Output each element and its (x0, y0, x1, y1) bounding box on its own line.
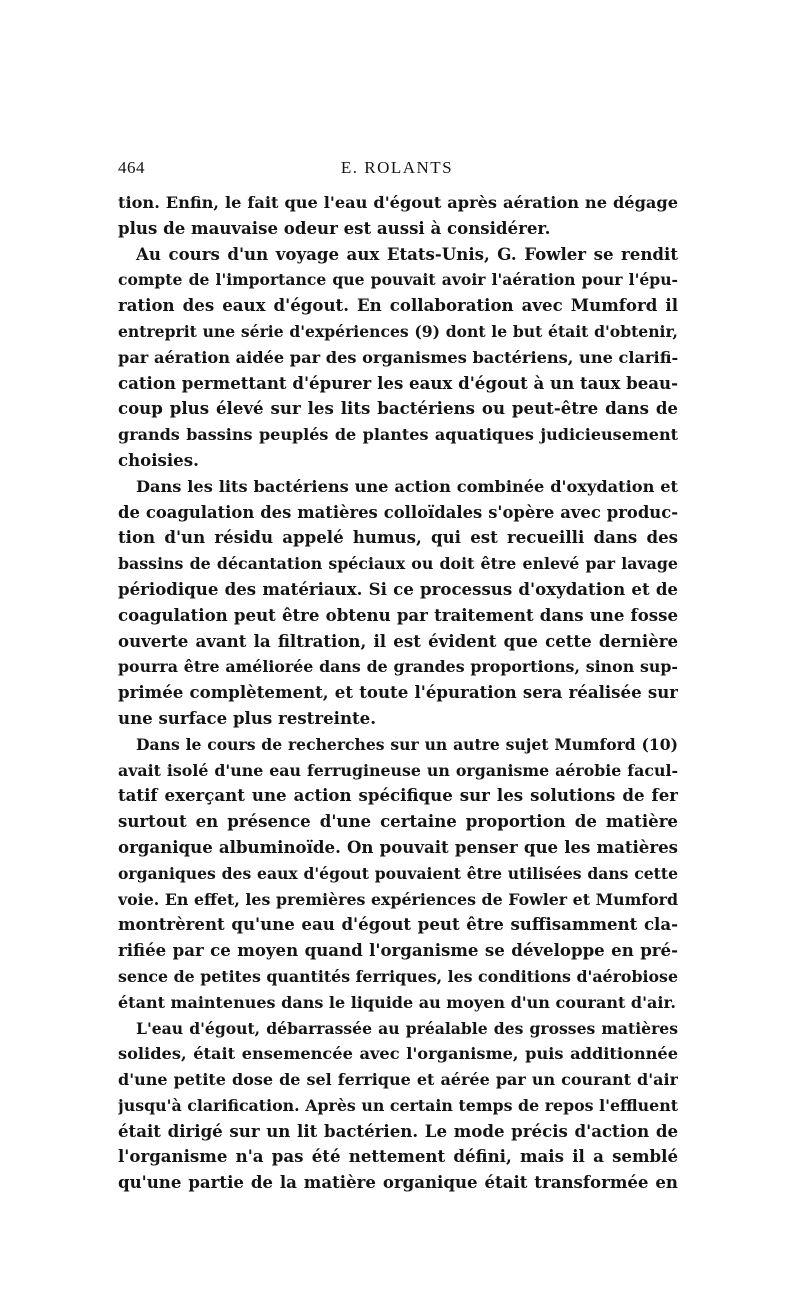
text-line: voie. En effet, les premières expériences de Fowler et Mumford (118, 889, 678, 909)
text-line: plus de mauvaise odeur est aussi à considérer. (118, 217, 551, 238)
text-line: l'organisme n'a pas été nettement défini, mais il a semblé (118, 1146, 678, 1167)
text-line: compte de l'importance que pouvait avoir l'aération pour l'épu- (118, 270, 678, 290)
text-line: rifiée par ce moyen quand l'organisme se développe en pré- (118, 940, 678, 961)
text-line: étant maintenues dans le liquide au moyen d'un courant d'air. (118, 992, 676, 1012)
text-line: organique albuminoïde. On pouvait penser que les matières (118, 836, 678, 857)
text-line: bassins de décantation spéciaux ou doit être enlevé par lavage (118, 554, 678, 574)
text-line: tatif exerçant une action spécifique sur les solutions de fer (118, 785, 678, 806)
text-line: tion. Enfin, le fait que l'eau d'égout après aération ne dégage (118, 193, 678, 212)
text-line: cation permettant d'épurer les eaux d'égout à un taux beau- (118, 372, 678, 393)
running-head-author: E. ROLANTS (340, 158, 454, 177)
text-line: tion d'un résidu appelé humus, qui est recueilli dans des (118, 527, 678, 548)
text-line: choisies. (118, 449, 199, 470)
running-head (118, 158, 676, 180)
text-line: montrèrent qu'une eau d'égout peut être suffisamment cla- (118, 914, 678, 935)
text-line: avait isolé d'une eau ferrugineuse un organisme aérobie facul- (118, 760, 678, 780)
body-text (118, 190, 678, 1196)
text-line: organiques des eaux d'égout pouvaient être utilisées dans cette (118, 863, 678, 883)
text-line: L'eau d'égout, débarrassée au préalable des grosses matières (136, 1018, 678, 1038)
text-line: Dans les lits bactériens une action combinée d'oxydation et (136, 476, 678, 496)
text-line: une surface plus restreinte. (118, 707, 377, 728)
text-line: pourra être améliorée dans de grandes proportions, sinon sup- (118, 657, 678, 677)
text-line: primée complètement, et toute l'épuration sera réalisée sur (118, 682, 678, 703)
text-line: solides, était ensemencée avec l'organisme, puis additionnée (118, 1044, 678, 1064)
text-line: grands bassins peuplés de plantes aquatiques judicieusement (118, 425, 678, 445)
text-line: coagulation peut être obtenu par traitement dans une fosse (118, 604, 678, 625)
text-line: qu'une partie de la matière organique était transformée en (118, 1172, 678, 1193)
text-line: périodique des matériaux. Si ce processus d'oxydation et de (118, 578, 678, 599)
text-line: par aération aidée par des organismes bactériens, une clarifi- (118, 347, 678, 367)
text-line: de coagulation des matières colloïdales s'opère avec produc- (118, 502, 678, 522)
text-line: Au cours d'un voyage aux Etats-Unis, G. Fowler se rendit (136, 243, 678, 264)
text-line: coup plus élevé sur les lits bactériens ou peut-être dans de (118, 398, 678, 419)
text-line: ration des eaux d'égout. En collaboration avec Mumford il (118, 295, 678, 316)
page-number: 464 (118, 158, 145, 177)
text-line: Dans le cours de recherches sur un autre sujet Mumford (10) (136, 734, 678, 754)
text-line: entreprit une série d'expériences (9) dont le but était d'obtenir, (118, 321, 678, 341)
text-line: d'une petite dose de sel ferrique et aérée par un courant d'air (118, 1070, 678, 1090)
text-line: surtout en présence d'une certaine proportion de matière (118, 811, 678, 832)
text-line: ouverte avant la filtration, il est évident que cette dernière (118, 630, 678, 651)
text-line: était dirigé sur un lit bactérien. Le mode précis d'action de (118, 1120, 678, 1141)
text-line: sence de petites quantités ferriques, les conditions d'aérobiose (118, 966, 678, 986)
text-line: jusqu'à clarification. Après un certain temps de repos l'effluent (118, 1095, 678, 1115)
